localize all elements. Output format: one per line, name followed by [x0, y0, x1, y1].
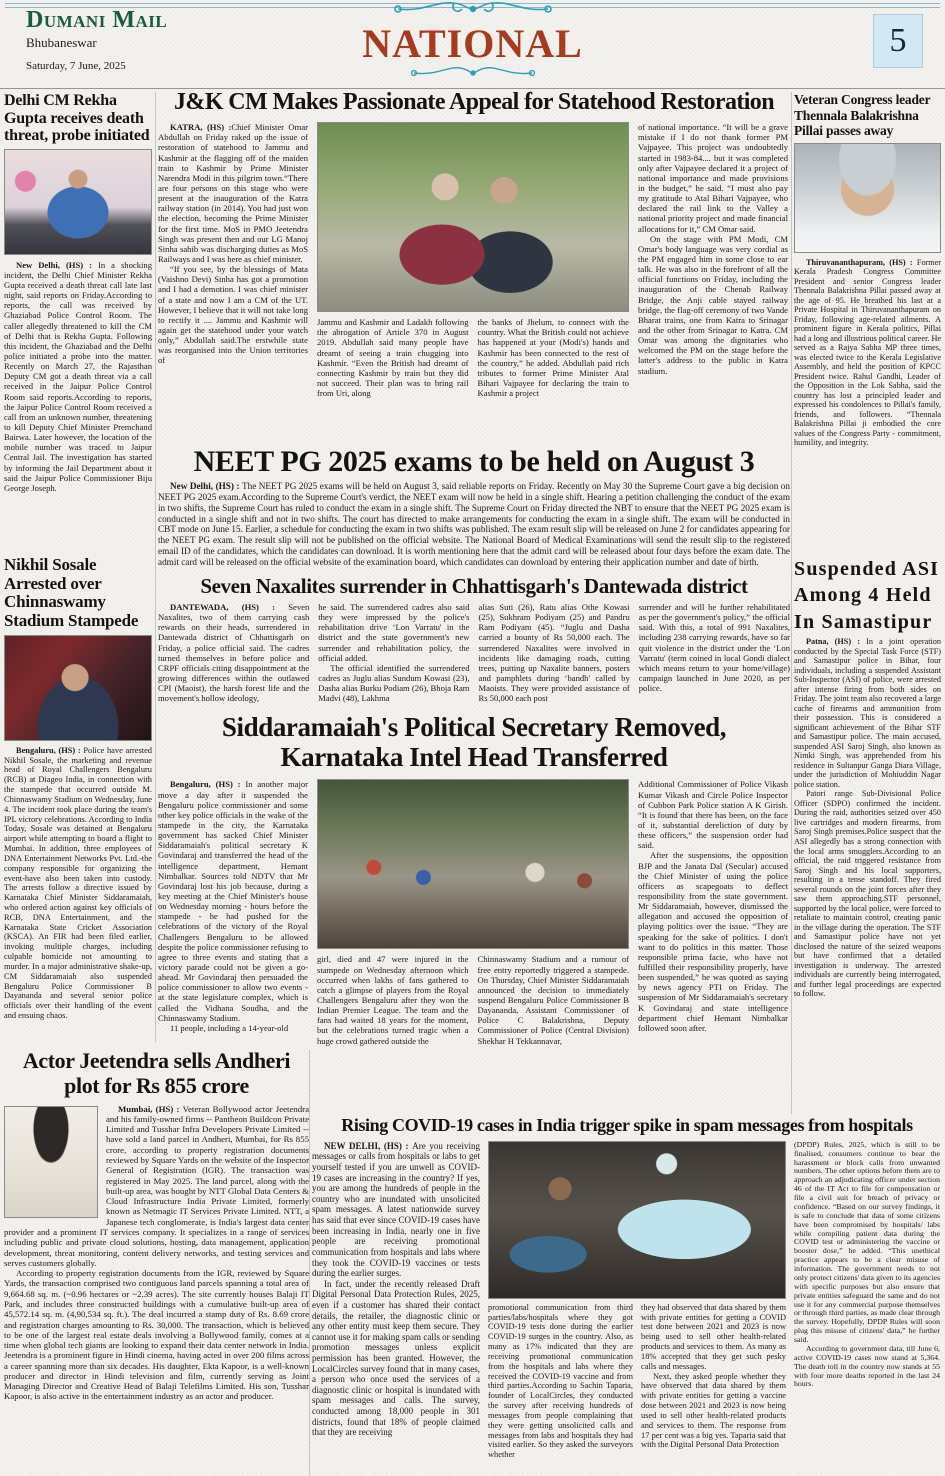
headline: Seven Naxalites surrender in Chhattisgarh's Dantewada district — [200, 575, 748, 598]
sidda-column-3 — [478, 954, 630, 1045]
headline: Siddaramaiah's Political Secretary Removed, Karnataka Intel Head Transferred — [221, 712, 727, 773]
article-body — [4, 1104, 309, 1402]
article-body — [794, 637, 941, 999]
body-text: In another major move a day after it suspended the Bengaluru police commissioner and some other key police officials in the wake of the stampede in the city, the Karnataka government has sacked Chief Minister Siddaramaiah's political secretary K Govindaraj and transferred the head of the intelligence department, Hemant Nimbalkar. Sources told NDTV that Mr Govindaraj lost his job because, during a key meeting at the Chief Minister's house on Wednesday morning - hours before the stampede - he had pushed for the celebrations of the victory of the Royal Challengers Bengaluru to be allowed despite the police commissioner refusing to agree to three events and stating that a victory parade could not be given a go-ahead. Mr Govindaraj then persuaded the police commissioner to allow two events - at the state legislature complex, which is called the Vidhana Soudha, and the Chinnaswamy Stadium. — [158, 779, 308, 1023]
sidda-column-4 — [638, 779, 788, 1045]
article-neet-pg — [158, 447, 790, 574]
article-naxalites-surrender — [158, 575, 790, 711]
jeetendra-photo — [4, 1106, 98, 1218]
jk-column-4 — [638, 122, 788, 398]
body-text: alias Suti (26), Ratu alias Othe Kowasi (25), Sukhram Podiyam (25) and Pandru Ram Podiyam (45). “Juglu and Dasha carried a bounty of Rs 50,000 each. The surrendered Naxalites were involved in incidents like damaging roads, cutting trees, putting up Naxalite banners, posters and pamphlets during ‘bandh' called by Maoists. They were provided assistance of Rs 50,000 each post — [478, 602, 630, 704]
body-text: promotional communication from third parties/labs/hospitals where they got COVID-19 tests done during the earlier COVID-19 surges in the country. Also, as many as 17% indicated that they are receiving promotional communication from the hospitals and labs where they received the COVID-19 vaccine and from third parties.According to Sachin Taparia, founder of LocalCircles, they conducted the survey after receiving hundreds of messages from people complaining that they were getting unsolicited calls and messages from labs and hospitals they had visited earlier. So they asked the surveyors whether — [488, 1302, 633, 1460]
delhi-cm-photo — [4, 149, 152, 255]
headline: Delhi CM Rekha Gupta receives death threat, probe initiated — [4, 92, 150, 145]
dateline: Bengaluru, (HS) : — [16, 745, 84, 755]
body-text: The official identified the surrendered cadres as Juglu alias Sundum Kowasi (23), Dasha alias Burku Podiam (26), Bhoja Ram Madvi (48), Lakhma — [318, 662, 470, 704]
covid-column-2 — [488, 1303, 633, 1460]
body-text: On the stage with PM Modi, CM Omar's body language was very cordial as the PM engaged him in some close to ear talk. He was also in the forefront of all the official functions on Friday, including the inauguration of the Chenab Railway Bridge, the Anji cable stayed railway bridge, the flag-off ceremony of two Vande Bharat trains, one from Katra to Srinagar and the other from Srinagar to Katra. CM Omar was among the dignitaries who welcomed the PM on the stage before the latter's address to the public in Katra stadium. — [638, 233, 788, 376]
stampede-scene-photo — [317, 779, 629, 949]
covid-column-3 — [641, 1303, 786, 1460]
header-divider — [0, 88, 945, 89]
body-text: Additional Commissioner of Police Vikash Kumar Vikash and Circle Police Inspector of Cubbon Park Police station A K Girish. “It is found that there has been, on the face of it, substantial dereliction of duty by these officers,” the suspension order had said. — [638, 779, 788, 851]
body-text: Chinnaswamy Stadium and a rumour of free entry reportedly triggered a stampede. On Thursday, Chief Minister Siddaramaiah announced the decision to immediately suspend Bengaluru Police Commissioner B Dayananda, Assistant Commissioner of Police C Balakrishna, Deputy Commissioner of Police (Central Division) Shekhar H Tekkannavar, — [477, 954, 629, 1046]
dateline: Mumbai, (HS) : — [118, 1103, 183, 1114]
sidda-column-2 — [317, 954, 469, 1045]
body-text: (DPDP) Rules, 2025, which is still to be finalised, consumers continue to bear the harassment or block calls from unwanted numbers. The other options before them are to approach an adjudicating officer under section 46 of the IT Act to file for compensation or file a civil suit for breach of privacy or confidence. “Based on our survey findings, it is safe to conclude that data of some citizens have been compromised by hospitals/ labs while compiling patient data during the COVID test or administering the vaccine or booster dose,” he added. “This unethical practice appears to be a clear misuse of information. The government needs to not only protect citizens' data given to its agencies with specific purposes but also ensure that private entities safeguard the same and do not use it for any commercial purpose themselves or through third parties, as made clear through the survey. Hopefully, DPDP Rules will soon plug this misuse of citizens' data,” he further said. — [794, 1139, 940, 1345]
covid-swab-test-photo — [488, 1141, 786, 1299]
section-title: NATIONAL — [362, 21, 583, 66]
body-text: After the suspensions, the opposition BJP and the Janata Dal (Secular) accused the Chief Minister of using the police officers as scapegoats to deflect responsibility from the state government. Mr Siddaramaiah, however, dismissed the allegation and accused the opposition of playing politics over the issue. “They are speaking for the sake of politics. I don't want to do politics in this matter. Those responsible prima facie, who have not fulfilled their responsibility properly, have been suspended,” he was quoted as saying by news agency PTI on Friday. The suspension of Mr Siddaramaiah's secretary K Govindaraj and state intelligence department chief Hemant Nimbalkar followed soon after. — [638, 850, 788, 1033]
body-text: In a joint operation conducted by the Special Task Force (STF) and Samastipur police in Bihar, four individuals, including a suspended Assistant Sub-Inspector (ASI) of police, were arrested after intense firing from both sides on Friday. The joint team also recovered a large cache of firearms and ammunition from their possession. This is considered a significant achievement of the Bihar STF and Samastipur police. The main accused, suspended ASI Saroj Singh, also known as Nimki Singh, was apprehended from his residence in Sultanpur Ganga Diara Village, under the jurisdiction of Mohiuddin Nagar police station. — [794, 637, 941, 789]
dateline: Thiruvananthapuram, (HS) : — [806, 257, 917, 267]
body-text: Patori range Sub-Divisional Police Officer (SDPO) confirmed the incident. During the raid, authorities seized over 450 live cartridges and modern firearms, from Saroj Singh premises.Police suspect that the ASI allegedly has a strong connection with the local arms smugglers.According to an official, the raid triggered resistance from Saroj Singh and his local supporters, resulting in a tense standoff. They fired several rounds on the joint forces after they saw them approaching.STF personnel, supported by the local police, were forced to retaliate to maintain control, creating panic in the village during the operation. The STF and Samastipur police have not yet disclosed the nature of the seized weapons but have confirmed that a detailed investigation is underway. The arrested individuals are currently being interrogated, and further legal proceedings are expected to follow. — [794, 789, 941, 999]
sosale-photo — [4, 635, 152, 741]
body-text: According to property registration documents from the IGR, reviewed by Square Yards, the transaction comprised two contiguous land parcels spanning a total area of 9,664.68 sq. m. (~0.96 hectares or ~2.39 acres). The site currently houses Balaji IT Park, and includes three constructed buildings with a cumulative built-up area of 45,572.14 sq. m. (4,90,534 sq. ft.). The deal incurred a stamp duty of Rs. 8.69 crore and registration charges amounting to Rs. 30,000. The transaction, which is believed to be one of the largest real estate deals involving a Bollywood family, comes at a time when global tech giants are looking to expand their data center network in India. Jeetendra is a prominent figure in Hindi cinema, having acted in over 200 films across a career spanning more than six decades. His daughter, Ekta Kapoor, is a well-known producer and director in Hindi television and film, currently serving as Joint Managing Director and Creative Head of Balaji Telefilms Limited. His son, Tusshar Kapoor, is also active in the entertainment industry as an actor and producer. — [4, 1268, 309, 1402]
dateline: New Delhi, (HS) : — [170, 481, 243, 491]
article-body — [4, 746, 152, 1021]
body-text: Former Kerala Pradesh Congress Committee President and senior Congress leader Thennala Balakrishna Pillai passed away at the age of 95. He breathed his last at a Private Hospital in Thiruvananthapuram on Friday, following age-related ailments. A prominent figure in Kerala politics, Pillai had a long and illustrious political career. He served as a Rajya Sabha MP three times, was elected twice to the Kerala Legislative Assembly, and held the position of KPCC President twice. Rahul Gandhi, Leader of the Opposition in the Lok Sabha, said the country has lost a principled leader and expressed his condolences to Pillai's family, friends, and followers. “Thennala Balakrishna Pillai ji embodied the core values of the Congress Party - commitment, humility, and integrity. — [794, 257, 941, 448]
covid-column-4 — [794, 1141, 940, 1460]
page-number-badge — [873, 14, 923, 68]
jk-column-3 — [478, 317, 630, 398]
page-number: 5 — [889, 22, 907, 59]
naxal-column-1 — [158, 602, 309, 703]
article-covid-spam — [312, 1116, 942, 1476]
naxal-column-4 — [639, 602, 790, 703]
body-text: the banks of Jhelum, to connect with the country. What the British could not achieve has happened at your (Modi's) hands and Kashmir has been connected to the rest of the country,” he added. Abdullah paid rich tributes to former Prime Minister Atal Bihari Vajpayee for declaring the train to Kashmir a project — [477, 317, 629, 399]
naxal-column-3 — [479, 602, 630, 703]
body-text: Seven Naxalites, two of them carrying cash rewards on their heads, surrendered in Dantewada district of Chhattisgarh on Friday, a police official said. The cadres turned themselves in before police and CRPF officials citing disappointment at the growing differences within the outlawed CPI (Maoist), the harsh forest life and the movement's hollow ideology, — [158, 602, 310, 704]
body-text: Next, they asked people whether they have observed that data shared by them with private entities for getting a vaccine dose between 2021 and 2023 is now being used to sell other health-related products and services to them. The response from 17 per cent was a big yes. Taparia said that with the Digital Personal Data Protection — [641, 1371, 786, 1450]
body-text: they had observed that data shared by them with private entities for getting a COVID test done between 2021 and 2023 is now being used to sell other health-related products and services to them. As many as 18% accepted that they get such pesky calls and messages. — [641, 1302, 786, 1371]
body-text: The NEET PG 2025 exams will be held on August 3, said reliable reports on Friday. Recently on May 30 the Supreme Court gave a big decision on NEET PG 2025 exam.According to the Supreme Court's verdict, the NEET exam will now be held in a single shift. Hearing a petition challenging the conduct of the exam in two shifts, the Supreme Court has ruled to conduct the exam in a single shift. The Supreme Court on Friday directed the NBT to ensure that the NEET PG 2025 exam is conducted in a single shift and not in two shifts. The court has directed to make arrangements for conducting the exam in a single shift. The exam will be conducted in CBT mode on June 15. Earlier, a schedule for conducting the exam in two shifts was published. The exam result slip will be released on June 2 for candidates appearing for the NEET PG exam. The result slip will not be published on the official website. The National Board of Medical Examinations will send the result slip to the registered email ID of the candidates, which the candidates can download. It is worth mentioning here that the admit card will be released about four days before the exam date. The admit card will be released on the official website of the examination board, which candidates can download by entering their application number and date of birth. — [158, 481, 790, 568]
body-text: 11 people, including a 14-year-old — [170, 1022, 289, 1033]
dateline: KATRA, (HS) : — [170, 122, 232, 133]
sidda-column-1 — [158, 779, 308, 1045]
dateline: Patna, (HS) : — [806, 637, 867, 647]
body-text: According to government data, till June 6, active COVID-19 cases now stand at 5,364. The death toll in the country now stands at 55 with four more deaths reported in the last 24 hours. — [794, 1343, 940, 1389]
headline: Suspended ASI Among 4 Held In Samastipur — [794, 558, 940, 633]
body-text: In a shocking incident, the Delhi Chief Minister Rekha Gupta received a death threat call late last night, said reports on Friday.According to reports, the call was received by Ghaziabad Police Control Room. The caller allegedly threatened to kill the CM of Delhi that is Rekha Gupta. Following this incident, the Ghaziabad and the Delhi police initiated a probe into the matter. Recently on March 27, the Rajasthan Deputy CM got a death threat via a call received in the Jaipur Police Control Room said reports.According to reports, the Jaipur Police Control Room received a call from an unknown number, threatening to kill Deputy Chief Minister Premchand Bairwa. Later however, the location of the mobile number was traced to Jaipur Central Jail. The investigation has started by informing the Jail Department about it said the Jaipur Police Commissioner Biju George Joseph. — [4, 259, 152, 493]
pillai-photo — [794, 143, 941, 253]
jk-column-1 — [158, 122, 308, 398]
headline: Nikhil Sosale Arrested over Chinnaswamy Stadium Stampede — [4, 556, 139, 631]
headline: Rising COVID-19 cases in India trigger spike in spam messages from hospitals — [341, 1116, 913, 1135]
article-body — [794, 258, 941, 448]
naxal-column-2 — [318, 602, 469, 703]
flourish-bottom-icon — [408, 64, 538, 87]
article-jk-statehood — [158, 90, 790, 446]
body-text: Police have arrested Nikhil Sosale, the marketing and revenue head of Royal Challengers Bengaluru (RCB) at Diageo India, in connection with the stampede that occurred outside M. Chinnaswamy Stadium on Wednesday, June 4. The incident took place during the team's IPL victory celebrations. According to India Today, Sosale was detained at Bengaluru airport while attempting to board a flight to Mumbai. In addition, three employees of DNA Entertainment Networks Pvt. Ltd.-the company responsible for organizing the event-have also been taken into custody. The arrests follow a directive issued by Karnataka Chief Minister Siddaramaiah, who ordered action against key officials of RCB, DNA Entertainment, and the Karnataka State Cricket Association (KSCA). An FIR had been filed earlier, invoking multiple charges, including culpable homicide not amounting to murder. In a major administrative shake-up, CM Siddaramaiah also suspended Bengaluru Police Commissioner B Dayananda and several senior police officials over their handling of the event and ensuing chaos. — [4, 745, 152, 1021]
article-jeetendra-plot — [4, 1048, 309, 1476]
headline: Veteran Congress leader Thennala Balakrishna Pillai passes away — [794, 92, 931, 139]
article-body — [4, 260, 152, 493]
body-text: Jammu and Kashmir and Ladakh following the abrogation of Article 370 in August 2019. Abdullah said many people have dreamt of seeing a train chugging into Kashmir. “Even the British had dreamt of connecting Kashmir by train but they did not succeed. Their plan was to bring rail from Uri, along — [317, 317, 469, 399]
article-body — [158, 481, 790, 568]
jk-column-2 — [317, 317, 469, 398]
paper-date: Saturday, 7 June, 2025 — [26, 60, 126, 73]
body-text: girl, died and 47 were injured in the stampede on Wednesday afternoon which occurred when lakhs of fans gathered to catch a glimpse of players from the Royal Challengers Bengaluru after they won the Indian Premier League. The team and the fans had waited 18 years for the moment, but the celebrations turned tragic when a huge crowd gathered outside the — [317, 954, 469, 1046]
body-text: In fact, under the recently released Draft Digital Personal Data Protection Rules, 2025, even if a customer has shared their contact details, the retailer, the diagnostic clinic or any other entity must keep them secure. They cannot use it for making spam calls or sending promotion messages unless explicit permission has been granted. However, the LocalCircles survey found that in many cases, a person who once used the services of a diagnostic clinic or hospital is inundated with spam messages and calls. The survey, conducted among 18,000 people in 301 districts, found that 18% of people claimed that they are receiving — [312, 1278, 480, 1438]
dateline: New Delhi, (HS) : — [16, 259, 98, 270]
article-delhi-cm-threat — [4, 92, 152, 552]
article-pillai-obituary — [794, 92, 941, 554]
dateline: Bengaluru, (HS) : — [170, 779, 246, 790]
column-divider-right — [791, 92, 792, 1114]
article-asi-arrest — [794, 556, 941, 1116]
body-text: Chief Minister Omar Abdullah on Friday raked up the issue of restoration of statehood to Jammu and Kashmir at the flagging off of the maiden train to Kashmir by Prime Minister Narendra Modi in this pilgrim town.“There are four persons on this stage who were present at the inauguration of the Katra railway station (in 2014). You had just won the election, becoming the Prime Minister for the first time. MoS in PMO Jeetendra Singh was present then and our LG Manoj Sinha sahib was discharging duties as MoS Railways and I was here as chief minister. — [158, 122, 308, 265]
dateline: NEW DELHI, (HS) : — [324, 1140, 413, 1151]
body-text: Veteran Bollywood actor Jeetendra and his family-owned firms -- Pantheon Buildcon Private Limited and Tusshar Infra Developers Private Limited -- have sold a land parcel in Andheri, Mumbai, for Rs 855 crore, according to property registration documents reviewed by Square Yards on the website of the Inspector General of Registration (IGR). The transaction was registered in May 2025. The land parcel, along with the built-up area, was bought by NTT Global Data Centers & Cloud Infrastructure India Private Limited, formerly known as Netmagic IT Services Private Limited. NTT, a Japanese tech conglomerate, is India's largest data center provider and a prominent IT services company. It specializes in a range of services including public and private cloud solutions, hosting, data management, application development, threat monitoring, content delivery networks, and testing services and serves customers globally. — [4, 1103, 309, 1268]
jk-modi-omar-photo — [317, 122, 629, 312]
body-text: “If you see, by the blessings of Mata (Vaishno Devi) Sinha has got a promotion and I had a demotion. I was chief minister of a state and now I am a CM of the UT. However, I believe that it will not take long to rectify it .... Jammu and Kashmir will again get the statehood under your watch only,” Abdullah said.The erstwhile state was reorganised into the Union territories of — [158, 264, 308, 366]
headline: Actor Jeetendra sells Andheri plot for Rs 855 crore — [22, 1048, 291, 1099]
article-sosale-arrest — [4, 556, 152, 1046]
body-text: he said. The surrendered cadres also said they were impressed by the police's rehabilitation drive ‘Lon Varratu' in the district and the state government's new surrender and rehabilitation policy, the official added. — [318, 602, 470, 663]
covid-column-1 — [312, 1141, 480, 1460]
dateline: DANTEWADA, (HS) : — [170, 602, 289, 613]
headline: NEET PG 2025 exams to be held on August 3 — [193, 447, 755, 478]
body-text: surrender and will be further rehabilitated as per the government's policy,” the official said. With this, a total of 991 Naxalites, including 238 carrying rewards, have so far quit violence in the district under the ‘Lon Varratu' (term coined in local Gondi dialect which means return to your home/village) campaign launched in June 2020, as per police. — [638, 602, 790, 694]
paper-city: Bhubaneswar — [26, 35, 97, 51]
body-text: of national importance. “It will be a grave mistake if I do not thank former PM Vajpayee. This project was undoubtedly started in 1983-84.... but it was completed only after Vajpayee declared it a project of national importance and made provisions in the budget,” he said. “I must also pay my gratitude to Atal Bihari Vajpayee, who declared the rail link to the Valley a national priority project and made financial allocations for it,” CM Omar said. — [638, 122, 788, 234]
paper-name: Dumani Mail — [26, 7, 168, 33]
headline: J&K CM Makes Passionate Appeal for Statehood Restoration — [174, 90, 774, 115]
body-text: Are you receiving messages or calls from hospitals or labs to get yourself tested if you are unwell as COVID-19 cases are increasing in the country? If yes, you are among the hundreds of people in the country who are inundated with unsolicited spam messages. A latest nationwide survey has said that ever since COVID-19 cases have been increasing in India, nearly one in five people are receiving promotional communication from hospitals and labs where they took the COVID-19 vaccines or tests during the earlier surges. — [312, 1140, 480, 1279]
column-divider-left — [155, 92, 156, 1042]
